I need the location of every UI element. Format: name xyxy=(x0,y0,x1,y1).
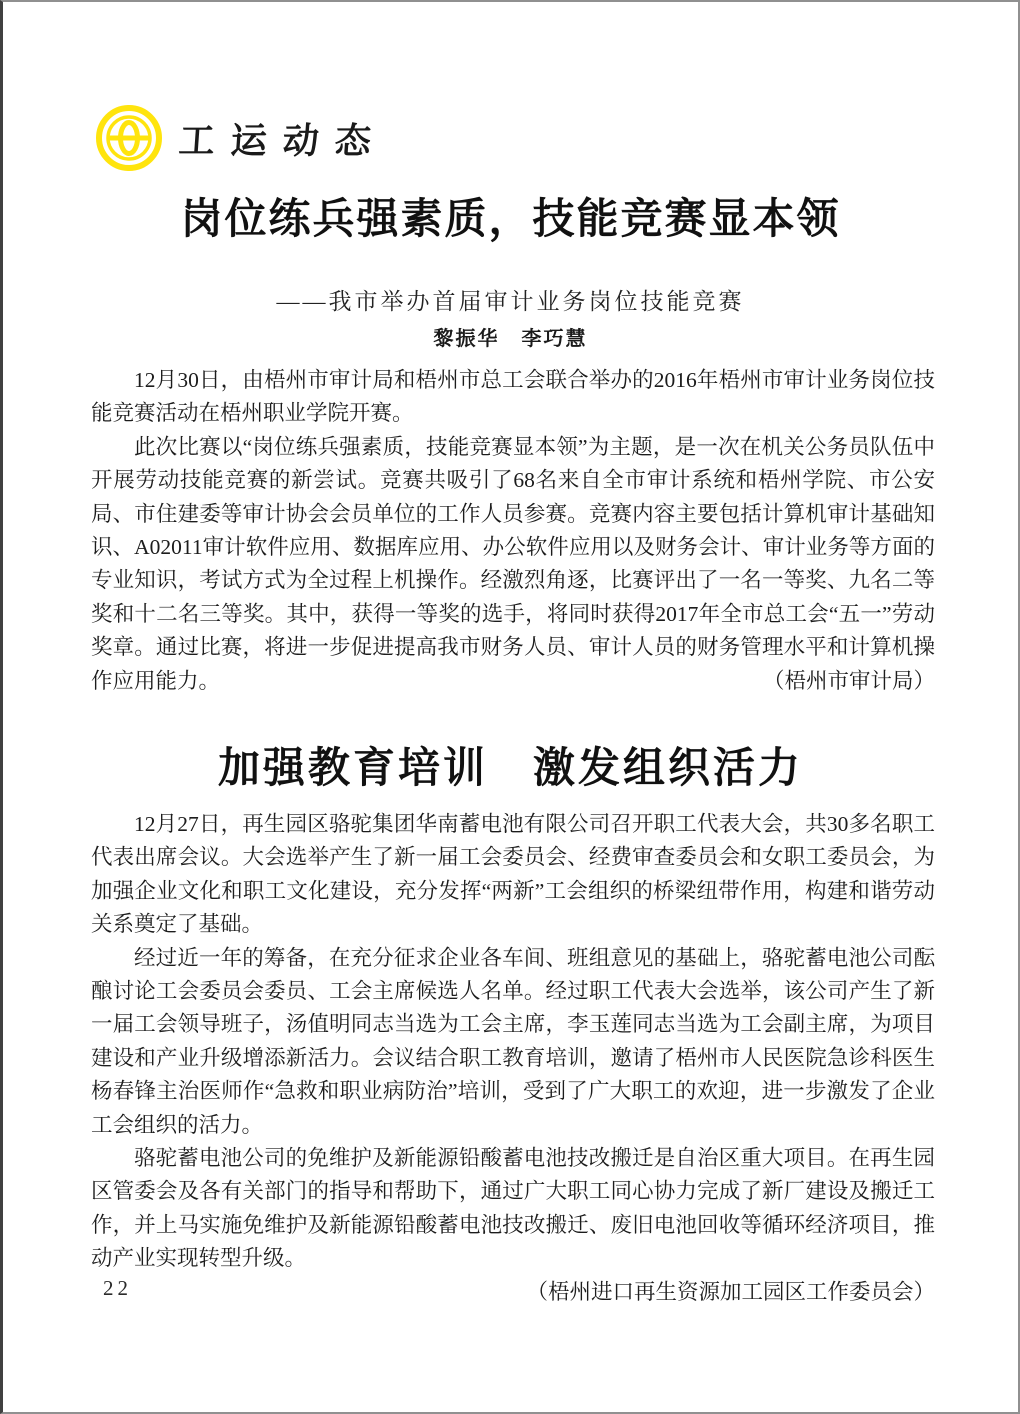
article1-attribution: （梧州市审计局） xyxy=(762,668,935,693)
paragraph-text: 经过近一年的筹备，在充分征求企业各车间、班组意见的基础上，骆驼蓄电池公司酝酿讨论工会委员会委员、工会主席候选人名单。经过职工代表大会选举，该公司产生了新一届工会领导班子，汤值明同志当选为工会主席，李玉莲同志当选为工会副主席，为项目建设和产业升级增添新活力。会议结合职工教育培训，邀请了梧州市人民医院急诊科医生杨春锋主治医师作“急救和职业病防治”培训，受到了广大职工的欢迎，进一步激发了企业工会组织的活力。 xyxy=(91,945,935,1137)
paragraph-text: 骆驼蓄电池公司的免维护及新能源铅酸蓄电池技改搬迁是自治区重大项目。在再生园区管委会及各有关部门的指导和帮助下，通过广大职工同心协力完成了新厂建设及搬迁工作，并上马实施免维护及新能源铅酸蓄电池技改搬迁、废旧电池回收等循环经济项目，推动产业实现转型升级。 xyxy=(91,1146,935,1271)
paragraph-text: 此次比赛以“岗位练兵强素质，技能竞赛显本领”为主题，是一次在机关公务员队伍中开展劳动技能竞赛的新尝试。竞赛共吸引了68名来自全市审计系统和梧州学院、市公安局、市住建委等审计协会会员单位的工作人员参赛。竞赛内容主要包括计算机审计基础知识、A02011审计软件应用、数据库应用、办公软件应用以及财务会计、审计业务等方面的专业知识，考试方式为全过程上机操作。经激烈角逐，比赛评出了一名一等奖、九名二等奖和十二名三等奖。其中，获得一等奖的选手，将同时获得2017年全市总工会“五一”劳动奖章。通过比赛，将进一步促进提高我市财务人员、审计人员的财务管理水平和计算机操作应用能力。 xyxy=(91,434,935,693)
article2-paragraph xyxy=(91,1142,935,1276)
masthead xyxy=(95,104,387,172)
masthead-title: 工运动态 xyxy=(177,120,389,161)
article2-title: 加强教育培训 激发组织活力 xyxy=(217,744,803,791)
article1-subtitle: ——我市举办首届审计业务岗位技能竞赛 xyxy=(276,289,745,314)
article2-body xyxy=(91,808,935,1309)
article1-paragraph xyxy=(91,364,935,431)
article1-title: 岗位练兵强素质，技能竞赛显本领 xyxy=(180,195,841,242)
article2-paragraph xyxy=(91,808,935,942)
page-number: 22 xyxy=(103,1276,132,1300)
article1-body xyxy=(91,364,935,698)
article1-paragraph xyxy=(91,431,935,698)
article2-attribution: （梧州进口再生资源加工园区工作委员会） xyxy=(526,1279,935,1304)
article2-paragraph xyxy=(91,942,935,1142)
article1-authors: 黎振华 李巧慧 xyxy=(433,328,588,350)
trade-union-emblem-icon xyxy=(95,104,163,172)
paragraph-text: 12月30日，由梧州市审计局和梧州市总工会联合举办的2016年梧州市审计业务岗位技能竞赛活动在梧州职业学院开赛。 xyxy=(91,368,935,426)
paragraph-text: 12月27日，再生园区骆驼集团华南蓄电池有限公司召开职工代表大会，共30多名职工代表出席会议。大会选举产生了新一届工会委员会、经费审查委员会和女职工委员会，为加强企业文化和职工文化建设，充分发挥“两新”工会组织的桥梁纽带作用，构建和谐劳动关系奠定了基础。 xyxy=(91,812,935,937)
